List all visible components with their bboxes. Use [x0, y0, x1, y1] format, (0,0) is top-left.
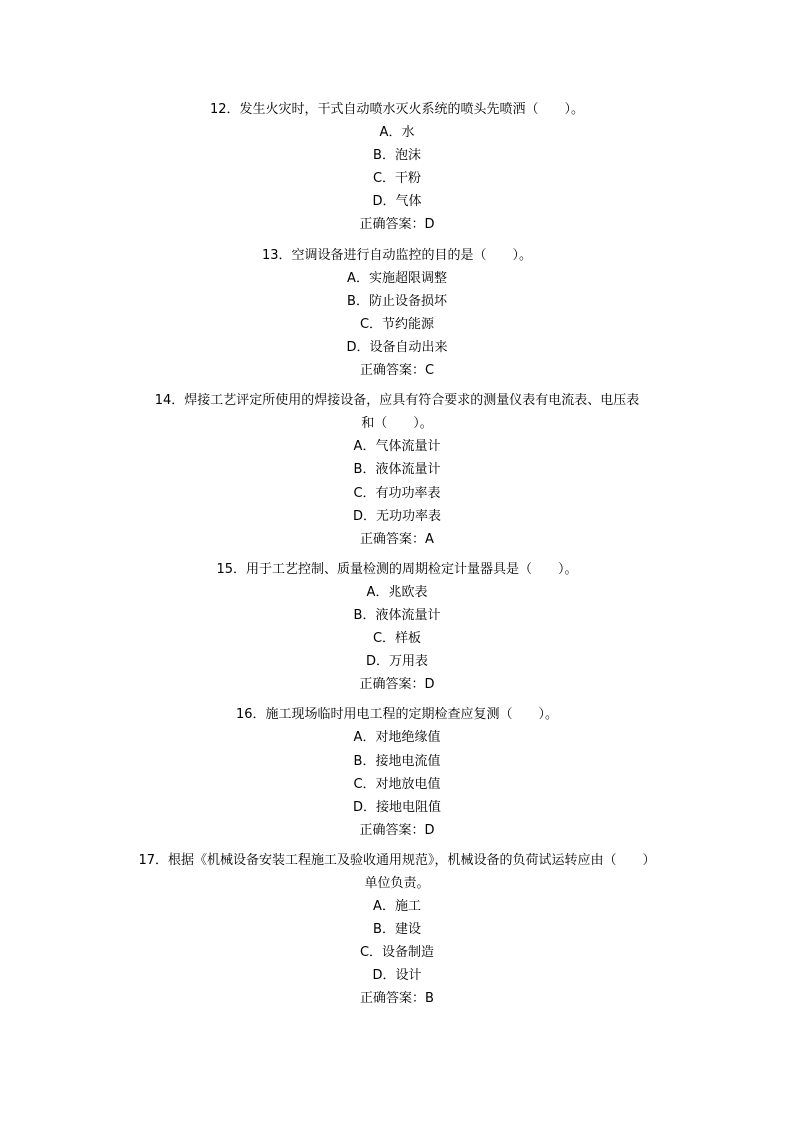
question-page	[0, 98, 794, 1018]
option-c: C．有功功率表	[353, 485, 441, 501]
option-c: C．设备制造	[359, 945, 435, 961]
option-b: B．泡沫	[373, 148, 421, 164]
option-c: C．干粉	[372, 171, 422, 187]
option-c: C．节约能源	[359, 316, 435, 332]
option-b: B．防止设备损坏	[347, 293, 447, 309]
option-a: A．气体流量计	[353, 439, 441, 455]
question-stem: 16．施工现场临时用电工程的定期检查应复测（ ）。	[235, 707, 559, 723]
correct-answer: 正确答案：B	[360, 991, 434, 1007]
option-d: D．接地电阻值	[352, 799, 441, 815]
option-d: D．万用表	[365, 654, 428, 670]
question-15	[0, 558, 794, 697]
option-a: A．兆欧表	[366, 584, 428, 600]
correct-answer: 正确答案：D	[359, 677, 435, 693]
option-d: D．设备自动出来	[346, 339, 448, 355]
question-16	[0, 703, 794, 842]
correct-answer: 正确答案：D	[359, 822, 435, 838]
option-b: B．液体流量计	[353, 462, 441, 478]
question-stem: 13．空调设备进行自动监控的目的是（ ）。	[261, 247, 533, 263]
question-14	[0, 389, 794, 551]
option-c: C．对地放电值	[353, 776, 441, 792]
question-stem: 15．用于工艺控制、质量检测的周期检定计量器具是（ ）。	[216, 561, 578, 577]
option-a: A．水	[379, 125, 415, 141]
question-13	[0, 244, 794, 383]
option-d: D．无功功率表	[352, 508, 441, 524]
option-b: B．液体流量计	[353, 607, 441, 623]
question-17	[0, 849, 794, 1011]
option-b: B．建设	[373, 922, 421, 938]
option-d: D．气体	[372, 194, 422, 210]
question-stem: 17．根据《机械设备安装工程施工及验收通用规范》，机械设备的负荷试运转应由（ ）	[138, 852, 656, 868]
question-12	[0, 98, 794, 237]
option-a: A．施工	[373, 899, 421, 915]
question-stem: 14．焊接工艺评定所使用的焊接设备，应具有符合要求的测量仪表有电流表、电压表	[154, 393, 640, 409]
correct-answer: 正确答案：C	[359, 363, 435, 379]
correct-answer: 正确答案：A	[360, 531, 434, 547]
option-a: A．对地绝缘值	[353, 730, 441, 746]
correct-answer: 正确答案：D	[359, 217, 435, 233]
question-stem-continued: 和（ ）。	[361, 416, 433, 432]
question-stem: 12．发生火灾时，干式自动喷水灭火系统的喷头先喷洒（ ）。	[209, 102, 585, 117]
option-c: C．样板	[372, 631, 422, 647]
option-d: D．设计	[372, 968, 422, 984]
question-stem-continued: 单位负责。	[364, 876, 430, 891]
option-b: B．接地电流值	[353, 753, 441, 769]
option-a: A．实施超限调整	[347, 270, 447, 286]
